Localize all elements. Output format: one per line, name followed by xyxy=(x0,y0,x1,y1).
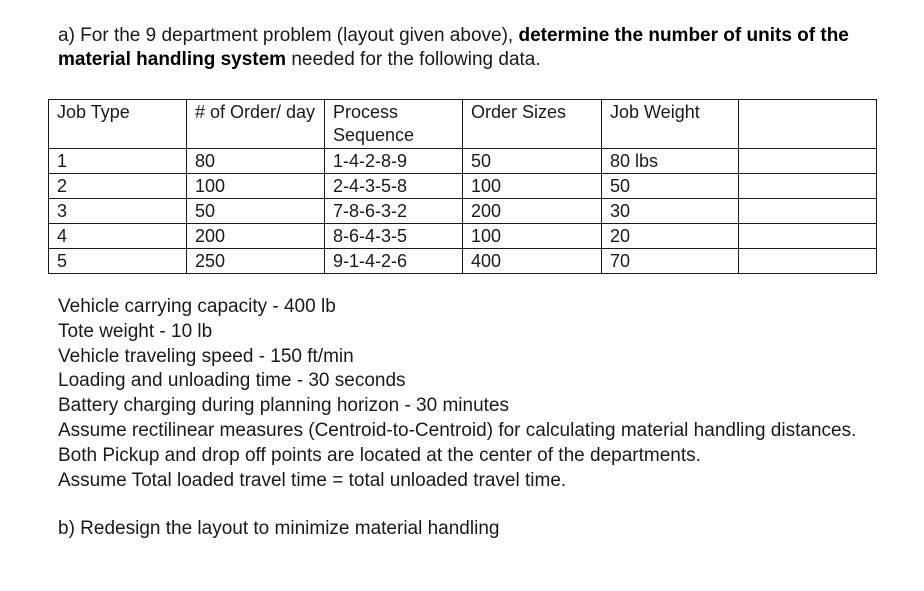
job-data-table xyxy=(48,99,877,274)
note-tote-weight: Tote weight - 10 lb xyxy=(58,320,213,342)
cell-job-type: 1 xyxy=(49,149,187,174)
cell-order-size: 50 xyxy=(463,149,602,174)
table-row xyxy=(49,224,877,249)
cell-job-weight: 80 lbs xyxy=(602,149,739,174)
question-prefix: a) For the 9 department problem (layout given above), xyxy=(58,25,519,46)
header-process-sequence: Process Sequence xyxy=(325,100,463,149)
cell-blank xyxy=(739,174,877,199)
cell-process-sequence: 7-8-6-3-2 xyxy=(325,199,463,224)
cell-process-sequence: 8-6-4-3-5 xyxy=(325,224,463,249)
cell-process-sequence: 1-4-2-8-9 xyxy=(325,149,463,174)
table-header-row xyxy=(49,100,877,149)
cell-job-type: 5 xyxy=(49,249,187,274)
header-blank xyxy=(739,100,877,149)
cell-job-type: 4 xyxy=(49,224,187,249)
cell-order-size: 100 xyxy=(463,174,602,199)
cell-process-sequence: 2-4-3-5-8 xyxy=(325,174,463,199)
table-row xyxy=(49,199,877,224)
cell-orders-per-day: 100 xyxy=(187,174,325,199)
note-vehicle-capacity: Vehicle carrying capacity - 400 lb xyxy=(58,296,336,317)
note-battery-charging: Battery charging during planning horizon - 30 minutes xyxy=(58,395,509,417)
question-part-b: b) Redesign the layout to minimize material handling xyxy=(58,518,500,539)
cell-order-size: 200 xyxy=(463,199,602,224)
table-row xyxy=(49,174,877,199)
question-suffix: needed for the following data. xyxy=(286,49,541,70)
cell-blank xyxy=(739,199,877,224)
question-bold-text: determine the number of units of the material handling system xyxy=(58,25,849,70)
note-vehicle-speed: Vehicle traveling speed - 150 ft/min xyxy=(58,345,354,367)
note-travel-time: Assume Total loaded travel time = total unloaded travel time. xyxy=(58,469,567,491)
note-rectilinear-measures: Assume rectilinear measures (Centroid-to-Centroid) for calculating material handling distances. Both Pickup and drop off points are located at the center of the departments. xyxy=(58,419,857,466)
cell-process-sequence: 9-1-4-2-6 xyxy=(325,249,463,274)
cell-blank xyxy=(739,224,877,249)
cell-job-weight: 20 xyxy=(602,224,739,249)
table-row xyxy=(49,149,877,174)
assumptions-list xyxy=(58,295,888,493)
cell-blank xyxy=(739,149,877,174)
cell-job-weight: 30 xyxy=(602,199,739,224)
cell-orders-per-day: 80 xyxy=(187,149,325,174)
cell-order-size: 400 xyxy=(463,249,602,274)
cell-orders-per-day: 50 xyxy=(187,199,325,224)
cell-job-weight: 70 xyxy=(602,249,739,274)
cell-job-weight: 50 xyxy=(602,174,739,199)
note-load-unload-time: Loading and unloading time - 30 seconds xyxy=(58,370,406,392)
cell-order-size: 100 xyxy=(463,224,602,249)
cell-orders-per-day: 250 xyxy=(187,249,325,274)
cell-job-type: 3 xyxy=(49,199,187,224)
header-job-type: Job Type xyxy=(49,100,187,149)
cell-orders-per-day: 200 xyxy=(187,224,325,249)
cell-blank xyxy=(739,249,877,274)
header-job-weight: Job Weight xyxy=(602,100,739,149)
table-row xyxy=(49,249,877,274)
header-order-sizes: Order Sizes xyxy=(463,100,602,149)
cell-job-type: 2 xyxy=(49,174,187,199)
question-part-a xyxy=(58,24,888,72)
header-orders-per-day: # of Order/ day xyxy=(187,100,325,149)
